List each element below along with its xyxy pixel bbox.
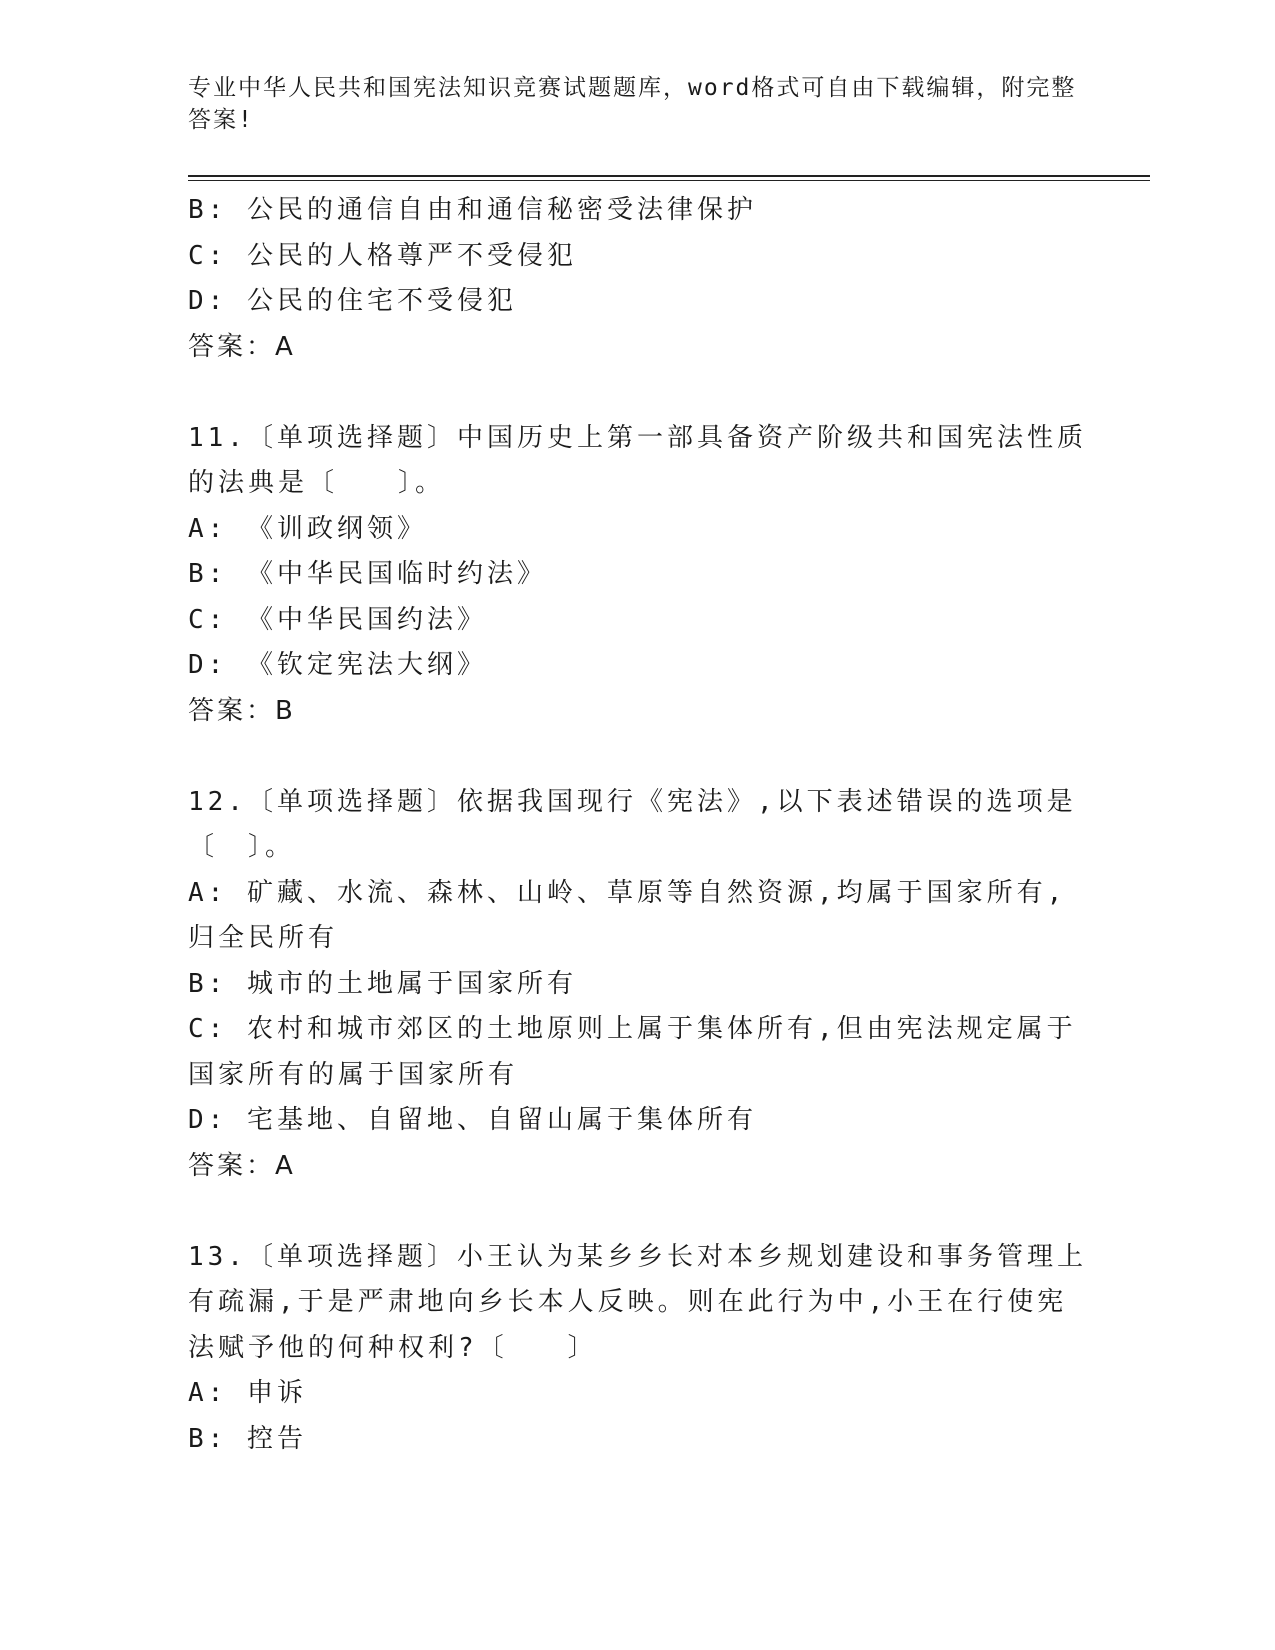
document-header [188, 72, 1088, 136]
answer: 答案：A [188, 1150, 296, 1181]
question-stem: 11.〔单项选择题〕中国历史上第一部具备资产阶级共和国宪法性质的法典是〔 〕。 [188, 422, 1087, 498]
option-a: A: 《训政纲领》 [188, 513, 427, 544]
option-c: C: 《中华民国约法》 [188, 604, 487, 635]
document-body [188, 188, 1088, 1462]
question-11 [188, 416, 1088, 735]
question-13 [188, 1235, 1088, 1463]
header-divider-thin [188, 180, 1150, 181]
option-d: D: 宅基地、自留地、自留山属于集体所有 [188, 1105, 757, 1135]
previous-question-tail [188, 188, 1088, 370]
option-c: C: 农村和城市郊区的土地原则上属于集体所有,但由宪法规定属于国家所有的属于国家所有 [188, 1014, 1077, 1090]
spacer [188, 734, 1088, 780]
question-stem: 13.〔单项选择题〕小王认为某乡乡长对本乡规划建设和事务管理上有疏漏,于是严肃地向乡长本人反映。则在此行为中,小王在行使宪法赋予他的何种权利?〔 〕 [188, 1241, 1087, 1363]
question-stem: 12.〔单项选择题〕依据我国现行《宪法》,以下表述错误的选项是〔 〕。 [188, 786, 1077, 862]
option-c: C: 公民的人格尊严不受侵犯 [188, 240, 577, 271]
spacer [188, 370, 1088, 416]
option-a: A: 矿藏、水流、森林、山岭、草原等自然资源,均属于国家所有,归全民所有 [188, 877, 1067, 953]
option-d: D: 公民的住宅不受侵犯 [188, 286, 517, 316]
answer: 答案：B [188, 695, 296, 726]
header-divider-thick [188, 175, 1150, 177]
option-b: B: 《中华民国临时约法》 [188, 559, 547, 589]
option-d: D: 《钦定宪法大纲》 [188, 650, 487, 680]
option-b: B: 城市的土地属于国家所有 [188, 968, 577, 999]
option-b: B: 控告 [188, 1423, 307, 1454]
option-a: A: 申诉 [188, 1378, 307, 1408]
option-b: B: 公民的通信自由和通信秘密受法律保护 [188, 195, 757, 225]
answer: 答案：A [188, 331, 296, 362]
spacer [188, 1189, 1088, 1235]
question-12 [188, 780, 1088, 1190]
header-text: 专业中华人民共和国宪法知识竞赛试题题库，word格式可自由下载编辑，附完整答案! [188, 75, 1077, 133]
